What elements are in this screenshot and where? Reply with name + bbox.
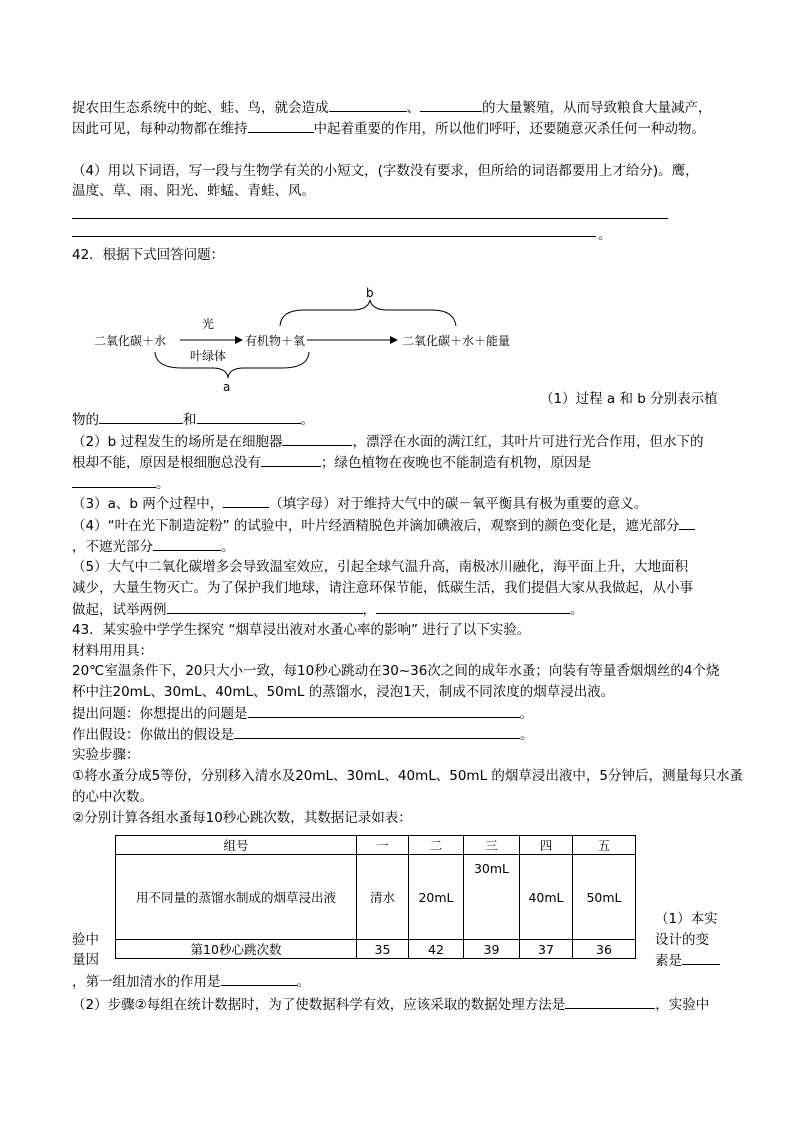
q43-after-table: ，第一组加清水的作用是 。 — [72, 974, 310, 990]
answer-blank[interactable] — [261, 453, 321, 467]
table-cell: 42 — [409, 940, 464, 959]
q43-setup1: 20℃室温条件下，20只大小一致，每10秒心跳动在30~36次之间的成年水蚤；向装有等量香烟烟丝的4个烧 — [72, 663, 720, 679]
table-cell: 一 — [357, 836, 409, 855]
answer-blank[interactable] — [376, 600, 570, 614]
q41-p4-line2: 温度、草、雨、阳光、蚱蜢、青蛙、风。 — [72, 183, 315, 199]
q42-p4-line1: （4）“叶在光下制造淀粉” 的试验中，叶片经酒精脱色并滴加碘液后，观察到的颜色变化是，遮光部分 — [72, 516, 695, 535]
answer-blank[interactable] — [682, 951, 720, 965]
q42-p3: （3）a、b 两个过程中， （填字母）对于维持大气中的碳－氧平衡具有极为重要的意义。 — [72, 496, 648, 512]
q42-p1-right: （1）过程 a 和 b 分别表示植 — [540, 391, 718, 407]
writing-line[interactable] — [72, 236, 596, 237]
table-header-row — [116, 836, 636, 855]
q42-p2-line2: 根却不能，原因是根细胞总没有 ；绿色植物在夜晚也不能制造有机物，原因是 — [72, 455, 591, 471]
heart-rate-table — [115, 835, 636, 959]
table-cell: 二 — [409, 836, 464, 855]
side-text-left-1: 验中 — [72, 932, 99, 948]
q42-p1-line2: 物的 和 。 — [72, 412, 314, 428]
q42-p4-line2: ，不遮光部分 。 — [72, 539, 235, 555]
answer-blank[interactable] — [234, 725, 520, 739]
table-cell: 组号 — [116, 836, 357, 855]
photosynthesis-diagram — [72, 280, 552, 400]
q42-p5-line2: 减少，大量生物灭亡。为了保护我们地球，请注意环保节能，低碳生活，我们提倡大家从我做起，从小事 — [72, 580, 693, 596]
answer-blank[interactable] — [679, 516, 695, 530]
answer-blank[interactable] — [223, 494, 269, 508]
q43-step2: ②分别计算各组水蚤每10秒心跳次数，其数据记录如表： — [72, 810, 412, 826]
table-cell: 20mL — [409, 855, 464, 940]
arrow-head — [235, 336, 243, 344]
q43-steps: 实验步骤： — [72, 747, 140, 763]
q41-p4-line1: （4）用以下词语，写一段与生物学有关的小短文，(字数没有要求，但所给的词语都要用上才给分)。鹰， — [72, 163, 699, 179]
table-cell: 39 — [464, 940, 520, 959]
answer-blank[interactable] — [565, 995, 655, 1009]
label-b: b — [366, 286, 374, 300]
q42-p2-line3: 。 — [72, 474, 170, 493]
answer-blank[interactable] — [72, 474, 156, 488]
label-a: a — [223, 380, 231, 394]
table-cell: 五 — [573, 836, 636, 855]
table-cell: 用不同量的蒸馏水制成的烟草浸出液 — [116, 855, 357, 940]
arrow-head — [390, 336, 398, 344]
brace-b — [280, 300, 456, 326]
table-cell: 50mL — [573, 855, 636, 940]
q42-title: 42．根据下式回答问题： — [72, 247, 225, 263]
answer-blank[interactable] — [99, 410, 183, 424]
q41-line1: 捉农田生态系统中的蛇、蛙、鸟，就会造成 、 的大量繁殖，从而导致粮食大量减产， — [72, 100, 712, 116]
answer-blank[interactable] — [248, 119, 314, 133]
table-cell: 四 — [520, 836, 573, 855]
writing-line[interactable] — [72, 218, 668, 219]
table-cell: 30mL — [464, 855, 520, 940]
answer-blank[interactable] — [167, 600, 363, 614]
q43-step1-line2: 的心中次数。 — [72, 789, 153, 805]
answer-blank[interactable] — [282, 432, 352, 446]
table-row — [116, 855, 636, 940]
table-row — [116, 940, 636, 959]
q43-p2: （2）步骤②每组在统计数据时，为了使数据科学有效，应该采取的数据处理方法是 ，实验中 — [72, 997, 710, 1013]
q42-p2-line1: （2）b 过程发生的场所是在细胞器 ，漂浮在水面的满江红，其叶片可进行光合作用，但水下的 — [72, 434, 704, 450]
q43-step1-line1: ①将水蚤分成5等份，分别移入清水及20mL、30mL、40mL、50mL 的烟草浸出液中，5分钟后，测量每只水蚤 — [72, 768, 743, 784]
formula-respiration: 二氧化碳＋水＋能量 — [402, 334, 511, 348]
side-text-right-3: 素是 — [655, 951, 720, 971]
table-cell: 37 — [520, 940, 573, 959]
table-cell: 三 — [464, 836, 520, 855]
q41-end-mark: 。 — [598, 227, 612, 243]
formula-products: 有机物＋氧 — [245, 334, 306, 348]
q43-materials: 材料用用具： — [72, 643, 153, 659]
side-text-right-2: 设计的变 — [655, 932, 709, 948]
q43-setup2: 杯中注20mL、30mL、40mL、50mL 的蒸馏水，浸泡1天，制成不同浓度的烟草浸出液。 — [72, 684, 615, 700]
answer-blank[interactable] — [153, 537, 221, 551]
formula-reactants: 二氧化碳＋水 — [94, 334, 167, 348]
table-cell: 40mL — [520, 855, 573, 940]
q43-question: 提出问题：你想提出的问题是 。 — [72, 706, 533, 722]
answer-blank[interactable] — [221, 972, 297, 986]
q42-p5-line3: 做起，试举两例 ， 。 — [72, 602, 584, 618]
side-text-left-2: 量因 — [72, 952, 99, 968]
answer-blank[interactable] — [420, 98, 482, 112]
q42-p5-line1: （5）大气中二氧化碳增多会导致温室效应，引起全球气温升高，南极冰川融化，海平面上升，大地面积 — [72, 559, 689, 575]
answer-blank[interactable] — [329, 98, 407, 112]
table-cell: 35 — [357, 940, 409, 959]
table-cell: 第10秒心跳次数 — [116, 940, 357, 959]
label-chloroplast: 叶绿体 — [190, 349, 227, 363]
label-light: 光 — [202, 317, 215, 331]
side-text-right-1: （1）本实 — [655, 911, 718, 927]
table-cell: 清水 — [357, 855, 409, 940]
q43-hypothesis: 作出假设：你做出的假设是 。 — [72, 727, 534, 743]
q43-title: 43．某实验中学学生探究 “烟草浸出液对水蚤心率的影响” 进行了以下实验。 — [72, 622, 531, 638]
table-cell: 36 — [573, 940, 636, 959]
answer-blank[interactable] — [248, 704, 520, 718]
answer-blank[interactable] — [197, 410, 301, 424]
brace-a — [155, 352, 309, 378]
q41-line2: 因此可见，每种动物都在维持 中起着重要的作用，所以他们呼吁，还要随意灭杀任何一种动物。 — [72, 121, 705, 137]
